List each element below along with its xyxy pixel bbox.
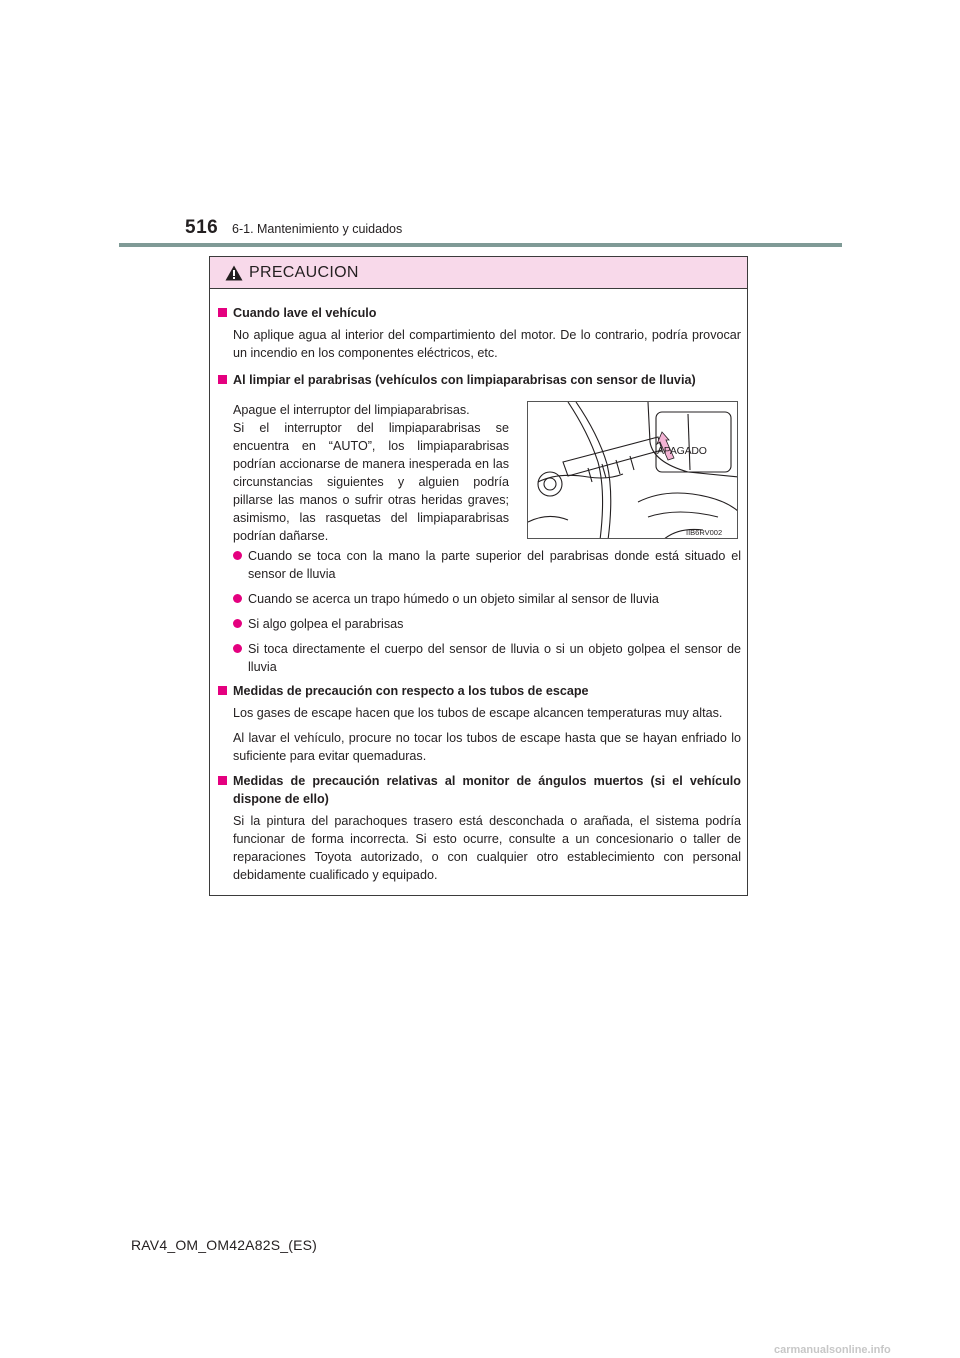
- caution-title: PRECAUCION: [249, 263, 359, 281]
- wiper-switch-figure: [527, 401, 738, 539]
- list-item-text: Si toca directamente el cuerpo del sensor de lluvia o si un objeto golpea el sensor de lluvia: [248, 642, 741, 674]
- list-item: [233, 547, 741, 583]
- round-bullet-icon: [233, 551, 242, 560]
- list-item-text: Cuando se acerca un trapo húmedo o un objeto similar al sensor de lluvia: [248, 592, 659, 606]
- caution-content: [210, 289, 747, 884]
- round-bullet-icon: [233, 619, 242, 628]
- section-heading: [218, 772, 741, 808]
- caution-header: [210, 257, 747, 289]
- round-bullet-icon: [233, 644, 242, 653]
- section-heading: [218, 304, 741, 322]
- square-bullet-icon: [218, 308, 227, 317]
- footer-code: RAV4_OM_OM42A82S_(ES): [131, 1237, 318, 1253]
- paragraph: Al lavar el vehículo, procure no tocar los tubos de escape hasta que se hayan enfriado lo suficiente para evitar quemaduras.: [233, 731, 741, 763]
- heading-text: Al limpiar el parabrisas (vehículos con limpiaparabrisas con sensor de lluvia): [233, 373, 696, 387]
- heading-text: Cuando lave el vehículo: [233, 306, 377, 320]
- warning-triangle-icon: [225, 265, 243, 281]
- page-number: 516: [185, 217, 219, 238]
- list-item: [233, 640, 741, 676]
- wiper-intro: Apague el interruptor del limpiaparabrisas. Si el interruptor del limpiaparabrisas se encuentra en “AUTO”, los limpiaparabrisas podrían accionarse de manera inesperada en las circunstancias siguientes y alguien podría pillarse las manos o sufrir otras heridas graves; asimismo, las rasquetas del limpiaparabrisas podrían dañarse.: [233, 403, 509, 543]
- paragraph: Los gases de escape hacen que los tubos de escape alcancen temperaturas muy altas.: [233, 706, 723, 720]
- section-title: 6-1. Mantenimiento y cuidados: [232, 222, 403, 236]
- list-item: [233, 615, 741, 633]
- square-bullet-icon: [218, 686, 227, 695]
- list-item: [233, 590, 741, 608]
- paragraph: No aplique agua al interior del compartimiento del motor. De lo contrario, podría provocar un incendio en los componentes eléctricos, etc.: [233, 328, 741, 360]
- section-heading: [218, 371, 741, 389]
- heading-text: Medidas de precaución con respecto a los tubos de escape: [233, 684, 589, 698]
- square-bullet-icon: [218, 776, 227, 785]
- heading-text: Medidas de precaución relativas al monitor de ángulos muertos (si el vehículo dispone de ello): [233, 774, 741, 806]
- watermark: carmanualsonline.info: [774, 1344, 891, 1356]
- figure-code: IIB6RV002: [686, 528, 723, 537]
- wiper-row: [218, 394, 741, 545]
- list-item-text: Si algo golpea el parabrisas: [248, 617, 404, 631]
- paragraph: Si la pintura del parachoques trasero está desconchada o arañada, el sistema podría funcionar de forma incorrecta. Si esto ocurre, consulte a un concesionario o taller de reparaciones Toyota autorizado, o con cualquier otro establecimiento con personal debidamente cualificado y equipado.: [233, 814, 741, 882]
- figure-label: APAGADO: [657, 445, 707, 457]
- section-heading: [218, 682, 741, 700]
- header-rule: [119, 243, 842, 247]
- list-item-text: Cuando se toca con la mano la parte superior del parabrisas donde está situado el sensor de lluvia: [248, 549, 741, 581]
- round-bullet-icon: [233, 594, 242, 603]
- square-bullet-icon: [218, 375, 227, 384]
- caution-box: [209, 256, 748, 896]
